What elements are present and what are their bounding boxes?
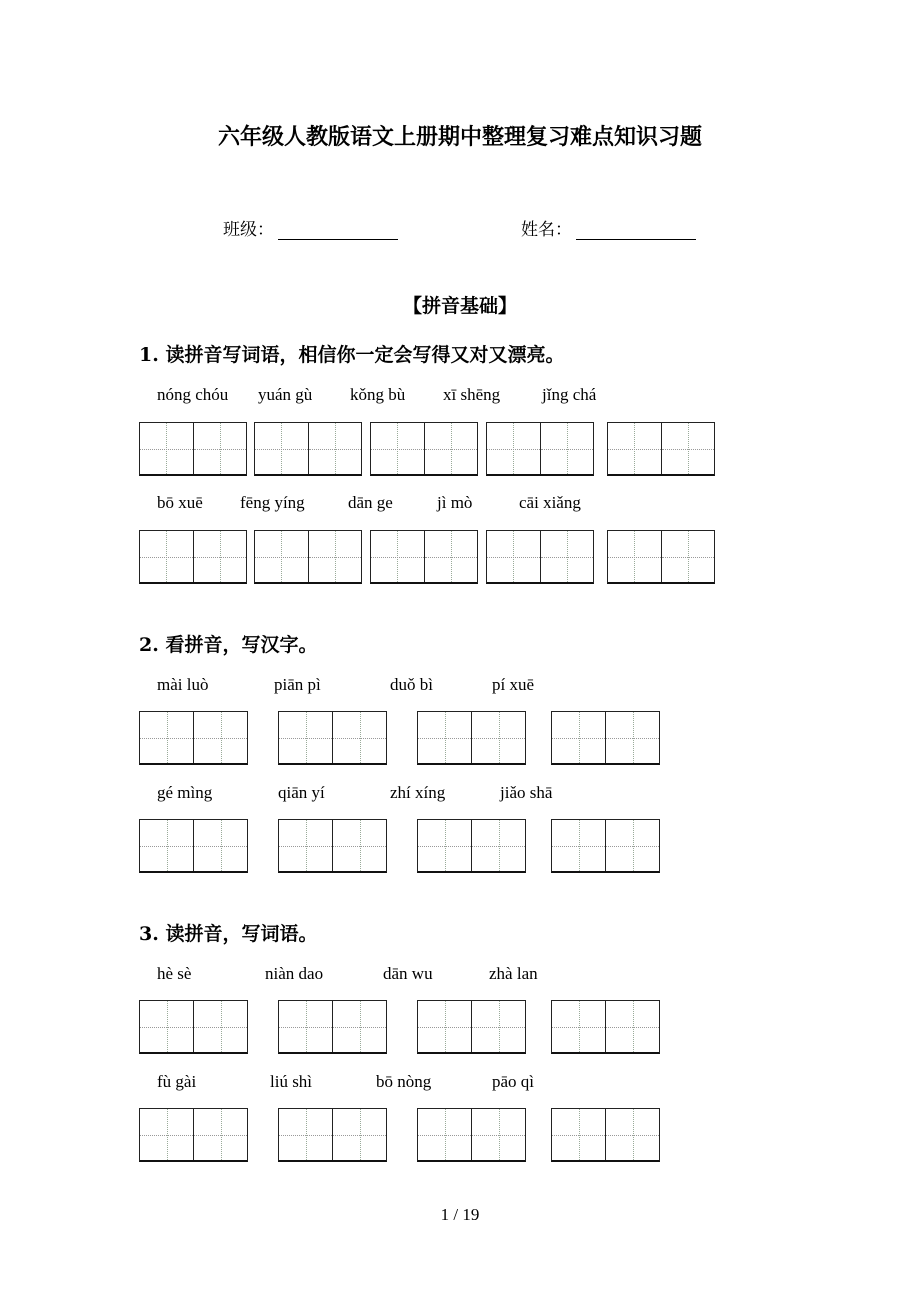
writing-grid-box[interactable] [139, 422, 247, 476]
character-cell[interactable] [193, 712, 247, 763]
character-cell[interactable] [140, 423, 193, 474]
pinyin-prompt: niàn dao [265, 964, 324, 983]
character-cell[interactable] [552, 1109, 605, 1160]
character-cell[interactable] [140, 820, 193, 871]
character-cell[interactable] [540, 531, 594, 582]
character-cell[interactable] [424, 423, 478, 474]
pinyin-prompt: qiān yí [278, 783, 325, 802]
character-cell[interactable] [255, 531, 308, 582]
character-cell[interactable] [540, 423, 594, 474]
page-title: 六年级人教版语文上册期中整理复习难点知识习题 [217, 124, 702, 150]
character-cell[interactable] [279, 1001, 332, 1052]
writing-grid-box[interactable] [278, 1000, 387, 1054]
writing-grid-box[interactable] [139, 530, 247, 584]
name-field [521, 215, 696, 240]
name-label: 姓名： [521, 220, 572, 240]
writing-grid-box[interactable] [417, 819, 526, 873]
character-cell[interactable] [140, 712, 193, 763]
writing-grid-box[interactable] [278, 711, 387, 765]
character-cell[interactable] [140, 1109, 193, 1160]
pinyin-prompt: jǐng chá [542, 385, 597, 404]
character-cell[interactable] [552, 712, 605, 763]
question-2-label: 2. 看拼音，写汉字。 [139, 634, 318, 656]
character-cell[interactable] [471, 712, 525, 763]
writing-grid-box[interactable] [254, 422, 362, 476]
character-cell[interactable] [193, 1001, 247, 1052]
pinyin-prompt: liú shì [270, 1072, 313, 1091]
writing-grid-box[interactable] [551, 819, 660, 873]
page-number: 1 / 19 [440, 1205, 480, 1224]
writing-grid-box[interactable] [370, 530, 478, 584]
character-cell[interactable] [279, 1109, 332, 1160]
character-cell[interactable] [487, 531, 540, 582]
character-cell[interactable] [608, 531, 661, 582]
pinyin-prompt: pí xuē [492, 675, 535, 694]
writing-grid-box[interactable] [551, 1000, 660, 1054]
question-1-label: 1. 读拼音写词语，相信你一定会写得又对又漂亮。 [139, 344, 565, 366]
pinyin-prompt: kǒng bù [350, 385, 406, 404]
name-blank[interactable] [576, 221, 696, 240]
pinyin-prompt: xī shēng [443, 385, 501, 404]
character-cell[interactable] [552, 820, 605, 871]
writing-grid-box[interactable] [417, 1108, 526, 1162]
character-cell[interactable] [140, 1001, 193, 1052]
writing-grid-box[interactable] [278, 819, 387, 873]
character-cell[interactable] [605, 1001, 659, 1052]
character-cell[interactable] [193, 1109, 247, 1160]
character-cell[interactable] [418, 820, 471, 871]
character-cell[interactable] [279, 712, 332, 763]
pinyin-prompt: dān ge [348, 493, 393, 512]
pinyin-prompt: gé mìng [157, 783, 213, 802]
writing-grid-box[interactable] [370, 422, 478, 476]
character-cell[interactable] [605, 712, 659, 763]
character-cell[interactable] [661, 423, 715, 474]
character-cell[interactable] [308, 531, 362, 582]
pinyin-prompt: yuán gù [258, 385, 313, 404]
writing-grid-box[interactable] [278, 1108, 387, 1162]
character-cell[interactable] [471, 1001, 525, 1052]
pinyin-prompt: jì mò [437, 493, 473, 512]
pinyin-prompt: piān pì [274, 675, 321, 694]
writing-grid-box[interactable] [417, 1000, 526, 1054]
character-cell[interactable] [605, 1109, 659, 1160]
pinyin-prompt: bō xuē [157, 493, 203, 512]
pinyin-prompt: bō nòng [376, 1072, 432, 1091]
class-label: 班级： [223, 220, 274, 240]
character-cell[interactable] [471, 820, 525, 871]
character-cell[interactable] [193, 423, 247, 474]
character-cell[interactable] [332, 1109, 386, 1160]
character-cell[interactable] [140, 531, 193, 582]
writing-grid-box[interactable] [551, 1108, 660, 1162]
pinyin-prompt: mài luò [157, 675, 209, 694]
character-cell[interactable] [193, 531, 247, 582]
character-cell[interactable] [371, 531, 424, 582]
pinyin-prompt: jiǎo shā [500, 783, 553, 802]
character-cell[interactable] [308, 423, 362, 474]
character-cell[interactable] [255, 423, 308, 474]
writing-grid-box[interactable] [486, 530, 594, 584]
section-title: 【拼音基础】 [402, 295, 517, 317]
pinyin-prompt: hè sè [157, 964, 192, 983]
character-cell[interactable] [418, 712, 471, 763]
character-cell[interactable] [193, 820, 247, 871]
character-cell[interactable] [418, 1001, 471, 1052]
character-cell[interactable] [661, 531, 715, 582]
writing-grid-box[interactable] [139, 1000, 248, 1054]
writing-grid-box[interactable] [254, 530, 362, 584]
writing-grid-box[interactable] [139, 819, 248, 873]
character-cell[interactable] [424, 531, 478, 582]
character-cell[interactable] [605, 820, 659, 871]
writing-grid-box[interactable] [417, 711, 526, 765]
character-cell[interactable] [552, 1001, 605, 1052]
character-cell[interactable] [371, 423, 424, 474]
character-cell[interactable] [332, 1001, 386, 1052]
class-field [223, 215, 398, 240]
pinyin-prompt: zhí xíng [390, 783, 446, 802]
character-cell[interactable] [279, 820, 332, 871]
class-blank[interactable] [278, 221, 398, 240]
writing-grid-box[interactable] [139, 711, 248, 765]
pinyin-prompt: nóng chóu [157, 385, 229, 404]
character-cell[interactable] [332, 820, 386, 871]
pinyin-prompt: dān wu [383, 964, 433, 983]
writing-grid-box[interactable] [607, 530, 715, 584]
pinyin-prompt: cāi xiǎng [519, 493, 581, 512]
pinyin-prompt: fù gài [157, 1072, 197, 1091]
character-cell[interactable] [471, 1109, 525, 1160]
question-3-label: 3. 读拼音，写词语。 [139, 923, 318, 945]
character-cell[interactable] [418, 1109, 471, 1160]
writing-grid-box[interactable] [551, 711, 660, 765]
pinyin-prompt: fēng yíng [240, 493, 305, 512]
pinyin-prompt: duǒ bì [390, 675, 433, 694]
pinyin-prompt: zhà lan [489, 964, 538, 983]
writing-grid-box[interactable] [139, 1108, 248, 1162]
character-cell[interactable] [608, 423, 661, 474]
character-cell[interactable] [487, 423, 540, 474]
pinyin-prompt: pāo qì [492, 1072, 535, 1091]
writing-grid-box[interactable] [607, 422, 715, 476]
character-cell[interactable] [332, 712, 386, 763]
writing-grid-box[interactable] [486, 422, 594, 476]
